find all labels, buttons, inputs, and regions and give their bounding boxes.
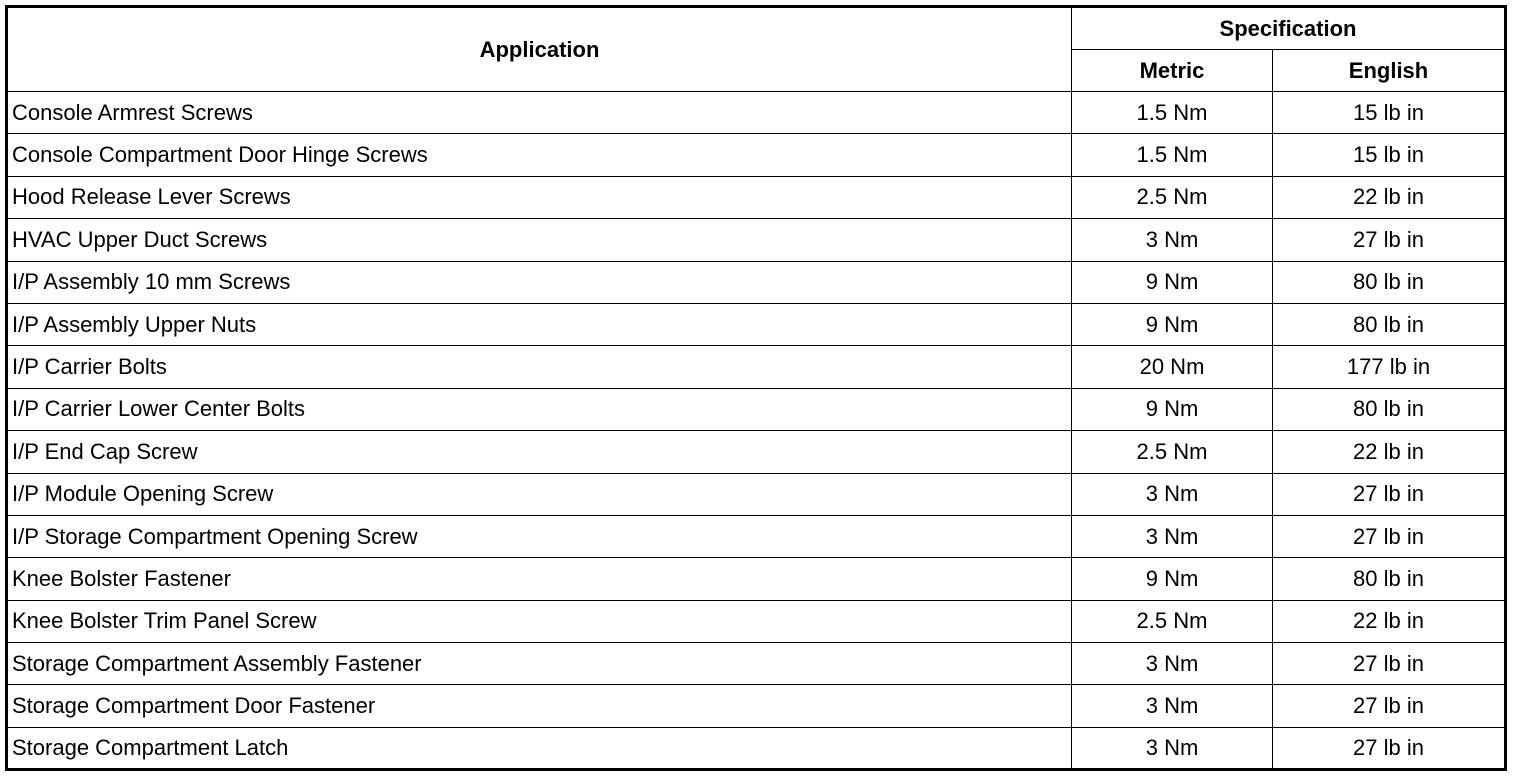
table-row [7,134,1506,176]
english-cell: 27 lb in [1273,473,1506,515]
metric-cell: 9 Nm [1072,388,1273,430]
table-row [7,685,1506,727]
english-cell: 80 lb in [1273,261,1506,303]
table-row [7,346,1506,388]
english-cell: 22 lb in [1273,600,1506,642]
table-row [7,473,1506,515]
table-row [7,558,1506,600]
table-row [7,727,1506,769]
metric-cell: 9 Nm [1072,261,1273,303]
table-row [7,600,1506,642]
table-row [7,261,1506,303]
english-cell: 80 lb in [1273,388,1506,430]
metric-cell: 1.5 Nm [1072,134,1273,176]
table-row [7,515,1506,557]
application-header: Application [7,7,1072,92]
metric-cell: 2.5 Nm [1072,431,1273,473]
application-cell: Storage Compartment Latch [7,727,1072,769]
table-row [7,303,1506,345]
application-cell: Console Armrest Screws [7,92,1072,134]
table-row [7,643,1506,685]
metric-cell: 3 Nm [1072,685,1273,727]
english-cell: 15 lb in [1273,92,1506,134]
metric-cell: 2.5 Nm [1072,600,1273,642]
metric-cell: 3 Nm [1072,643,1273,685]
table-row [7,92,1506,134]
application-cell: Console Compartment Door Hinge Screws [7,134,1072,176]
table-row [7,388,1506,430]
application-cell: Knee Bolster Fastener [7,558,1072,600]
specification-header: Specification [1072,7,1506,50]
metric-cell: 3 Nm [1072,515,1273,557]
english-cell: 27 lb in [1273,643,1506,685]
metric-header: Metric [1072,50,1273,92]
english-cell: 80 lb in [1273,303,1506,345]
metric-cell: 3 Nm [1072,219,1273,261]
application-cell: I/P End Cap Screw [7,431,1072,473]
application-cell: Knee Bolster Trim Panel Screw [7,600,1072,642]
metric-cell: 9 Nm [1072,558,1273,600]
english-cell: 22 lb in [1273,431,1506,473]
metric-cell: 3 Nm [1072,727,1273,769]
english-cell: 22 lb in [1273,176,1506,218]
application-cell: I/P Module Opening Screw [7,473,1072,515]
fastener-spec-table [5,5,1507,771]
application-cell: I/P Storage Compartment Opening Screw [7,515,1072,557]
application-cell: I/P Assembly Upper Nuts [7,303,1072,345]
english-cell: 177 lb in [1273,346,1506,388]
english-cell: 27 lb in [1273,515,1506,557]
english-cell: 80 lb in [1273,558,1506,600]
application-cell: I/P Assembly 10 mm Screws [7,261,1072,303]
english-cell: 27 lb in [1273,685,1506,727]
english-cell: 27 lb in [1273,727,1506,769]
application-cell: Hood Release Lever Screws [7,176,1072,218]
application-cell: Storage Compartment Assembly Fastener [7,643,1072,685]
english-header: English [1273,50,1506,92]
metric-cell: 1.5 Nm [1072,92,1273,134]
metric-cell: 20 Nm [1072,346,1273,388]
metric-cell: 2.5 Nm [1072,176,1273,218]
table-row [7,431,1506,473]
english-cell: 15 lb in [1273,134,1506,176]
application-cell: Storage Compartment Door Fastener [7,685,1072,727]
table-row [7,219,1506,261]
metric-cell: 3 Nm [1072,473,1273,515]
application-cell: HVAC Upper Duct Screws [7,219,1072,261]
table-header [7,7,1506,92]
metric-cell: 9 Nm [1072,303,1273,345]
table-row [7,176,1506,218]
english-cell: 27 lb in [1273,219,1506,261]
application-cell: I/P Carrier Bolts [7,346,1072,388]
application-cell: I/P Carrier Lower Center Bolts [7,388,1072,430]
table-body [7,92,1506,770]
